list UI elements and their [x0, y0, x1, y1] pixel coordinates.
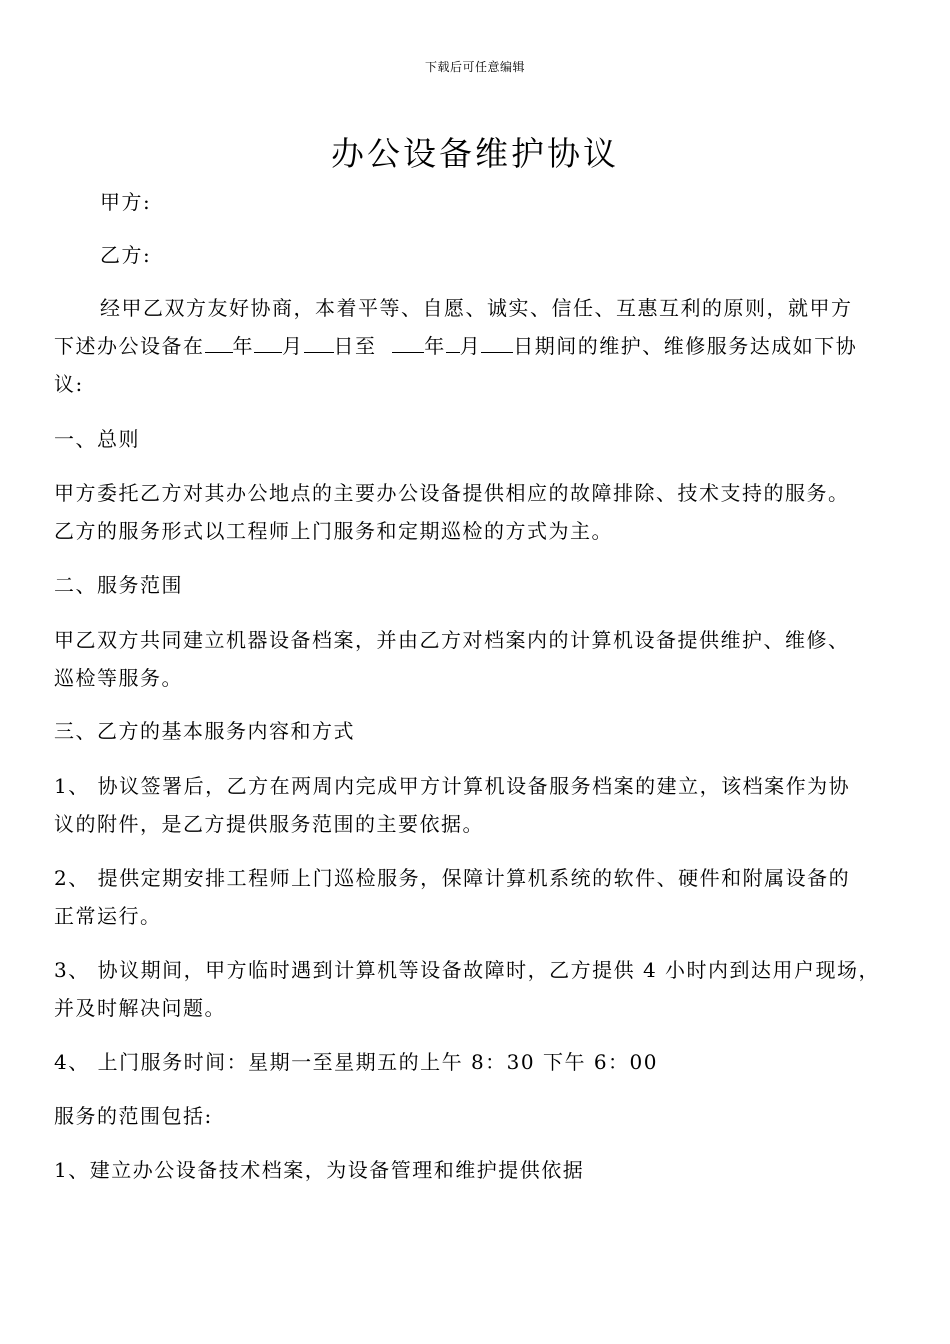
intro-line-1: 经甲乙双方友好协商，本着平等、自愿、诚实、信任、互惠互利的原则，就甲方: [100, 296, 853, 320]
document-title: 办公设备维护协议: [331, 134, 619, 173]
section-1-line-2: 乙方的服务形式以工程师上门服务和定期巡检的方式为主。: [54, 519, 613, 543]
month-label-2: 月: [459, 334, 482, 358]
item-2-line-1: 2、 提供定期安排工程师上门巡检服务，保障计算机系统的软件、硬件和附属设备的: [54, 866, 851, 890]
section-3-heading: 三、乙方的基本服务内容和方式: [54, 719, 355, 743]
month-blank-1: [254, 334, 282, 353]
item-2-line-2: 正常运行。: [54, 904, 162, 928]
header-note: 下载后可任意编辑: [424, 60, 525, 74]
item-1-line-1: 1、 协议签署后，乙方在两周内完成甲方计算机设备服务档案的建立，该档案作为协: [54, 774, 851, 798]
item-4: 4、 上门服务时间：星期一至星期五的上午 8：30 下午 6：00: [54, 1050, 659, 1074]
intro-line-3: 议:: [54, 372, 84, 396]
section-2-line-2: 巡检等服务。: [54, 666, 183, 690]
section-2-line-1: 甲乙双方共同建立机器设备档案，并由乙方对档案内的计算机设备提供维护、维修、: [54, 628, 850, 652]
party-a-label: 甲方:: [100, 190, 152, 214]
year-blank-2: [392, 334, 424, 353]
section-1-heading: 一、总则: [54, 427, 140, 451]
day-blank-2: [481, 334, 513, 353]
intro-line-2: [54, 330, 857, 359]
intro-line-2-end: 日期间的维护、维修服务达成如下协: [513, 334, 858, 358]
intro-line-2-start: 下述办公设备在: [54, 334, 205, 358]
year-blank-1: [205, 334, 233, 353]
section-1-line-1: 甲方委托乙方对其办公地点的主要办公设备提供相应的故障排除、技术支持的服务。: [54, 481, 850, 505]
item-3-line-2: 并及时解决问题。: [54, 996, 226, 1020]
item-1-line-2: 议的附件，是乙方提供服务范围的主要依据。: [54, 812, 484, 836]
month-label-1: 月: [282, 334, 304, 358]
day-blank-1: [304, 334, 334, 353]
party-b-label: 乙方:: [100, 243, 152, 267]
item-3-line-1: 3、 协议期间，甲方临时遇到计算机等设备故障时，乙方提供 4 小时内到达用户现场，: [54, 958, 881, 982]
section-2-heading: 二、服务范围: [54, 573, 183, 597]
day-to-label: 日至: [333, 334, 377, 358]
scope-heading: 服务的范围包括:: [54, 1104, 213, 1128]
scope-item-1: 1、建立办公设备技术档案，为设备管理和维护提供依据: [54, 1158, 585, 1182]
month-blank-2: [446, 334, 460, 353]
year-label-1: 年: [232, 334, 254, 358]
year-label-2: 年: [424, 334, 446, 358]
